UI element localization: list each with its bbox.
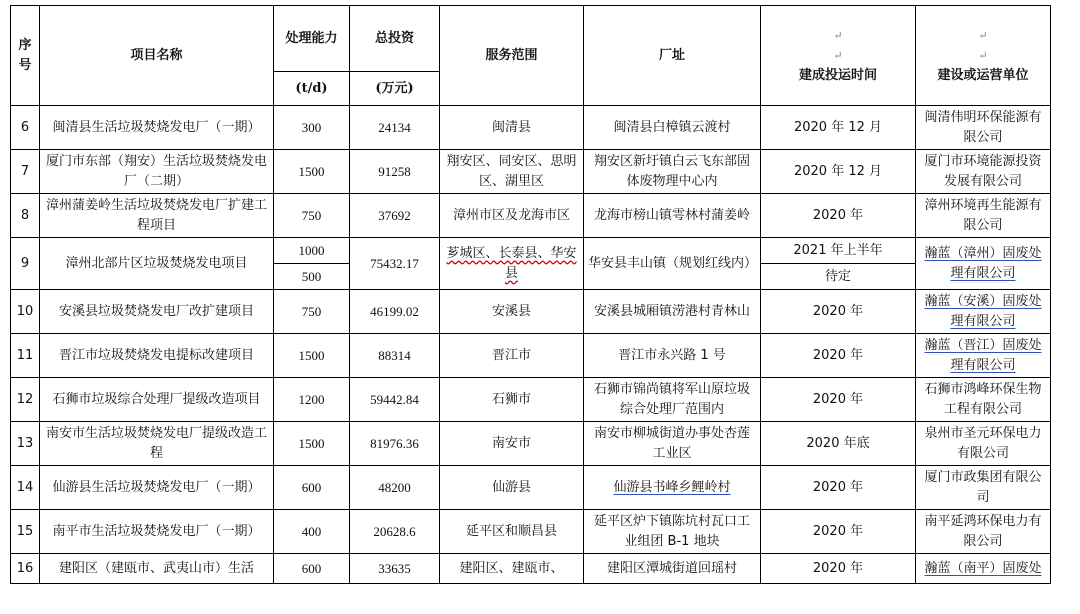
header-row xyxy=(11,6,1051,72)
cell-unit: 厦门市环境能源投资发展有限公司 xyxy=(916,150,1051,194)
cell-time: 2020 年 xyxy=(761,510,916,554)
cell-time: 2020 年 12 月 xyxy=(761,106,916,150)
cell-time: 2020 年底 xyxy=(761,422,916,466)
paragraph-mark: ↵ xyxy=(833,28,843,42)
cell-time-2: 待定 xyxy=(761,264,916,290)
table-row xyxy=(11,554,1051,584)
cell-seq: 9 xyxy=(11,238,40,290)
cell-investment: 91258 xyxy=(350,150,440,194)
cell-name: 南平市生活垃圾焚烧发电厂（一期） xyxy=(40,510,274,554)
cell-seq: 10 xyxy=(11,290,40,334)
cell-name: 石狮市垃圾综合处理厂提级改造项目 xyxy=(40,378,274,422)
cell-name: 厦门市东部（翔安）生活垃圾焚烧发电厂（二期） xyxy=(40,150,274,194)
project-table xyxy=(10,5,1051,584)
cell-site: 翔安区新圩镇白云飞东部固体废物理中心内 xyxy=(584,150,761,194)
cell-capacity-2: 500 xyxy=(274,264,350,290)
cell-capacity: 600 xyxy=(274,466,350,510)
cell-time: 2020 年 xyxy=(761,334,916,378)
header-capacity: 处理能力 xyxy=(274,6,350,72)
cell-name: 闽清县生活垃圾焚烧发电厂（一期） xyxy=(40,106,274,150)
cell-capacity: 300 xyxy=(274,106,350,150)
header-investment-unit: (万元) xyxy=(350,72,440,106)
table-row xyxy=(11,378,1051,422)
cell-service: 石狮市 xyxy=(440,378,584,422)
cell-site: 安溪县城厢镇涝港村青林山 xyxy=(584,290,761,334)
cell-service: 漳州市区及龙海市区 xyxy=(440,194,584,238)
cell-site: 仙游县书峰乡鲤岭村 xyxy=(584,466,761,510)
header-capacity-unit: (t/d) xyxy=(274,72,350,106)
cell-service: 芗城区、长泰县、华安县 xyxy=(440,238,584,290)
cell-service: 建阳区、建瓯市、 xyxy=(440,554,584,584)
cell-capacity: 1200 xyxy=(274,378,350,422)
cell-capacity: 750 xyxy=(274,290,350,334)
cell-investment: 81976.36 xyxy=(350,422,440,466)
cell-seq: 16 xyxy=(11,554,40,584)
cell-seq: 13 xyxy=(11,422,40,466)
table-row xyxy=(11,106,1051,150)
cell-unit: 闽清伟明环保能源有限公司 xyxy=(916,106,1051,150)
cell-service: 安溪县 xyxy=(440,290,584,334)
cell-seq: 11 xyxy=(11,334,40,378)
cell-time: 2020 年 xyxy=(761,194,916,238)
header-name: 项目名称 xyxy=(40,6,274,106)
cell-unit: 瀚蓝（南平）固废处 xyxy=(916,554,1051,584)
cell-seq: 14 xyxy=(11,466,40,510)
cell-name: 晋江市垃圾焚烧发电提标改建项目 xyxy=(40,334,274,378)
cell-time: 2020 年 xyxy=(761,378,916,422)
cell-seq: 6 xyxy=(11,106,40,150)
cell-unit: 瀚蓝（安溪）固废处理有限公司 xyxy=(916,290,1051,334)
paragraph-mark: ↵ xyxy=(978,28,988,42)
cell-name: 安溪县垃圾焚烧发电厂改扩建项目 xyxy=(40,290,274,334)
cell-seq: 15 xyxy=(11,510,40,554)
cell-site: 华安县丰山镇（规划红线内） xyxy=(584,238,761,290)
cell-unit: 漳州环境再生能源有限公司 xyxy=(916,194,1051,238)
cell-service: 仙游县 xyxy=(440,466,584,510)
cell-capacity: 600 xyxy=(274,554,350,584)
cell-site: 建阳区潭城街道回瑶村 xyxy=(584,554,761,584)
table-row xyxy=(11,290,1051,334)
cell-unit: 厦门市政集团有限公司 xyxy=(916,466,1051,510)
cell-site: 闽清县白樟镇云渡村 xyxy=(584,106,761,150)
cell-service: 翔安区、同安区、思明区、湖里区 xyxy=(440,150,584,194)
cell-service: 南安市 xyxy=(440,422,584,466)
cell-name: 建阳区（建瓯市、武夷山市）生活 xyxy=(40,554,274,584)
cell-site: 晋江市永兴路 1 号 xyxy=(584,334,761,378)
header-time: ↵ ↵ 建成投运时间 xyxy=(761,6,916,106)
cell-site: 龙海市榜山镇雩林村蒲姜岭 xyxy=(584,194,761,238)
cell-unit: 南平延鸿环保电力有限公司 xyxy=(916,510,1051,554)
cell-capacity: 750 xyxy=(274,194,350,238)
cell-capacity: 1500 xyxy=(274,422,350,466)
cell-name: 仙游县生活垃圾焚烧发电厂（一期） xyxy=(40,466,274,510)
header-site: 厂址 xyxy=(584,6,761,106)
cell-capacity: 1000 xyxy=(274,238,350,264)
cell-unit: 瀚蓝（晋江）固废处理有限公司 xyxy=(916,334,1051,378)
cell-investment: 48200 xyxy=(350,466,440,510)
cell-site: 南安市柳城街道办事处杏莲工业区 xyxy=(584,422,761,466)
cell-name: 南安市生活垃圾焚烧发电厂提级改造工程 xyxy=(40,422,274,466)
table-row xyxy=(11,422,1051,466)
cell-time: 2020 年 12 月 xyxy=(761,150,916,194)
table-row xyxy=(11,194,1051,238)
cell-site: 石狮市锦尚镇将军山原垃圾综合处理厂范围内 xyxy=(584,378,761,422)
cell-investment: 37692 xyxy=(350,194,440,238)
header-service: 服务范围 xyxy=(440,6,584,106)
cell-time: 2020 年 xyxy=(761,466,916,510)
cell-service: 闽清县 xyxy=(440,106,584,150)
cell-capacity: 1500 xyxy=(274,150,350,194)
cell-investment: 75432.17 xyxy=(350,238,440,290)
cell-site: 延平区炉下镇陈坑村瓦口工业组团 B-1 地块 xyxy=(584,510,761,554)
cell-name: 漳州北部片区垃圾焚烧发电项目 xyxy=(40,238,274,290)
cell-investment: 24134 xyxy=(350,106,440,150)
paragraph-mark: ↵ xyxy=(978,48,988,62)
cell-time: 2021 年上半年 xyxy=(761,238,916,264)
cell-seq: 8 xyxy=(11,194,40,238)
table-row xyxy=(11,510,1051,554)
header-investment: 总投资 xyxy=(350,6,440,72)
cell-investment: 20628.6 xyxy=(350,510,440,554)
cell-name: 漳州蒲姜岭生活垃圾焚烧发电厂扩建工程项目 xyxy=(40,194,274,238)
cell-service: 延平区和顺昌县 xyxy=(440,510,584,554)
cell-investment: 33635 xyxy=(350,554,440,584)
header-unit: ↵ ↵ 建设或运营单位 xyxy=(916,6,1051,106)
cell-unit: 泉州市圣元环保电力有限公司 xyxy=(916,422,1051,466)
table-row xyxy=(11,334,1051,378)
header-seq: 序号 xyxy=(11,6,40,106)
cell-seq: 7 xyxy=(11,150,40,194)
cell-capacity: 400 xyxy=(274,510,350,554)
table-row xyxy=(11,466,1051,510)
paragraph-mark: ↵ xyxy=(833,48,843,62)
cell-unit: 石狮市鸿峰环保生物工程有限公司 xyxy=(916,378,1051,422)
cell-service: 晋江市 xyxy=(440,334,584,378)
table-row xyxy=(11,238,1051,264)
table-row xyxy=(11,150,1051,194)
cell-investment: 88314 xyxy=(350,334,440,378)
cell-investment: 59442.84 xyxy=(350,378,440,422)
cell-seq: 12 xyxy=(11,378,40,422)
cell-capacity: 1500 xyxy=(274,334,350,378)
cell-investment: 46199.02 xyxy=(350,290,440,334)
cell-unit: 瀚蓝（漳州）固废处理有限公司 xyxy=(916,238,1051,290)
cell-time: 2020 年 xyxy=(761,554,916,584)
cell-time: 2020 年 xyxy=(761,290,916,334)
